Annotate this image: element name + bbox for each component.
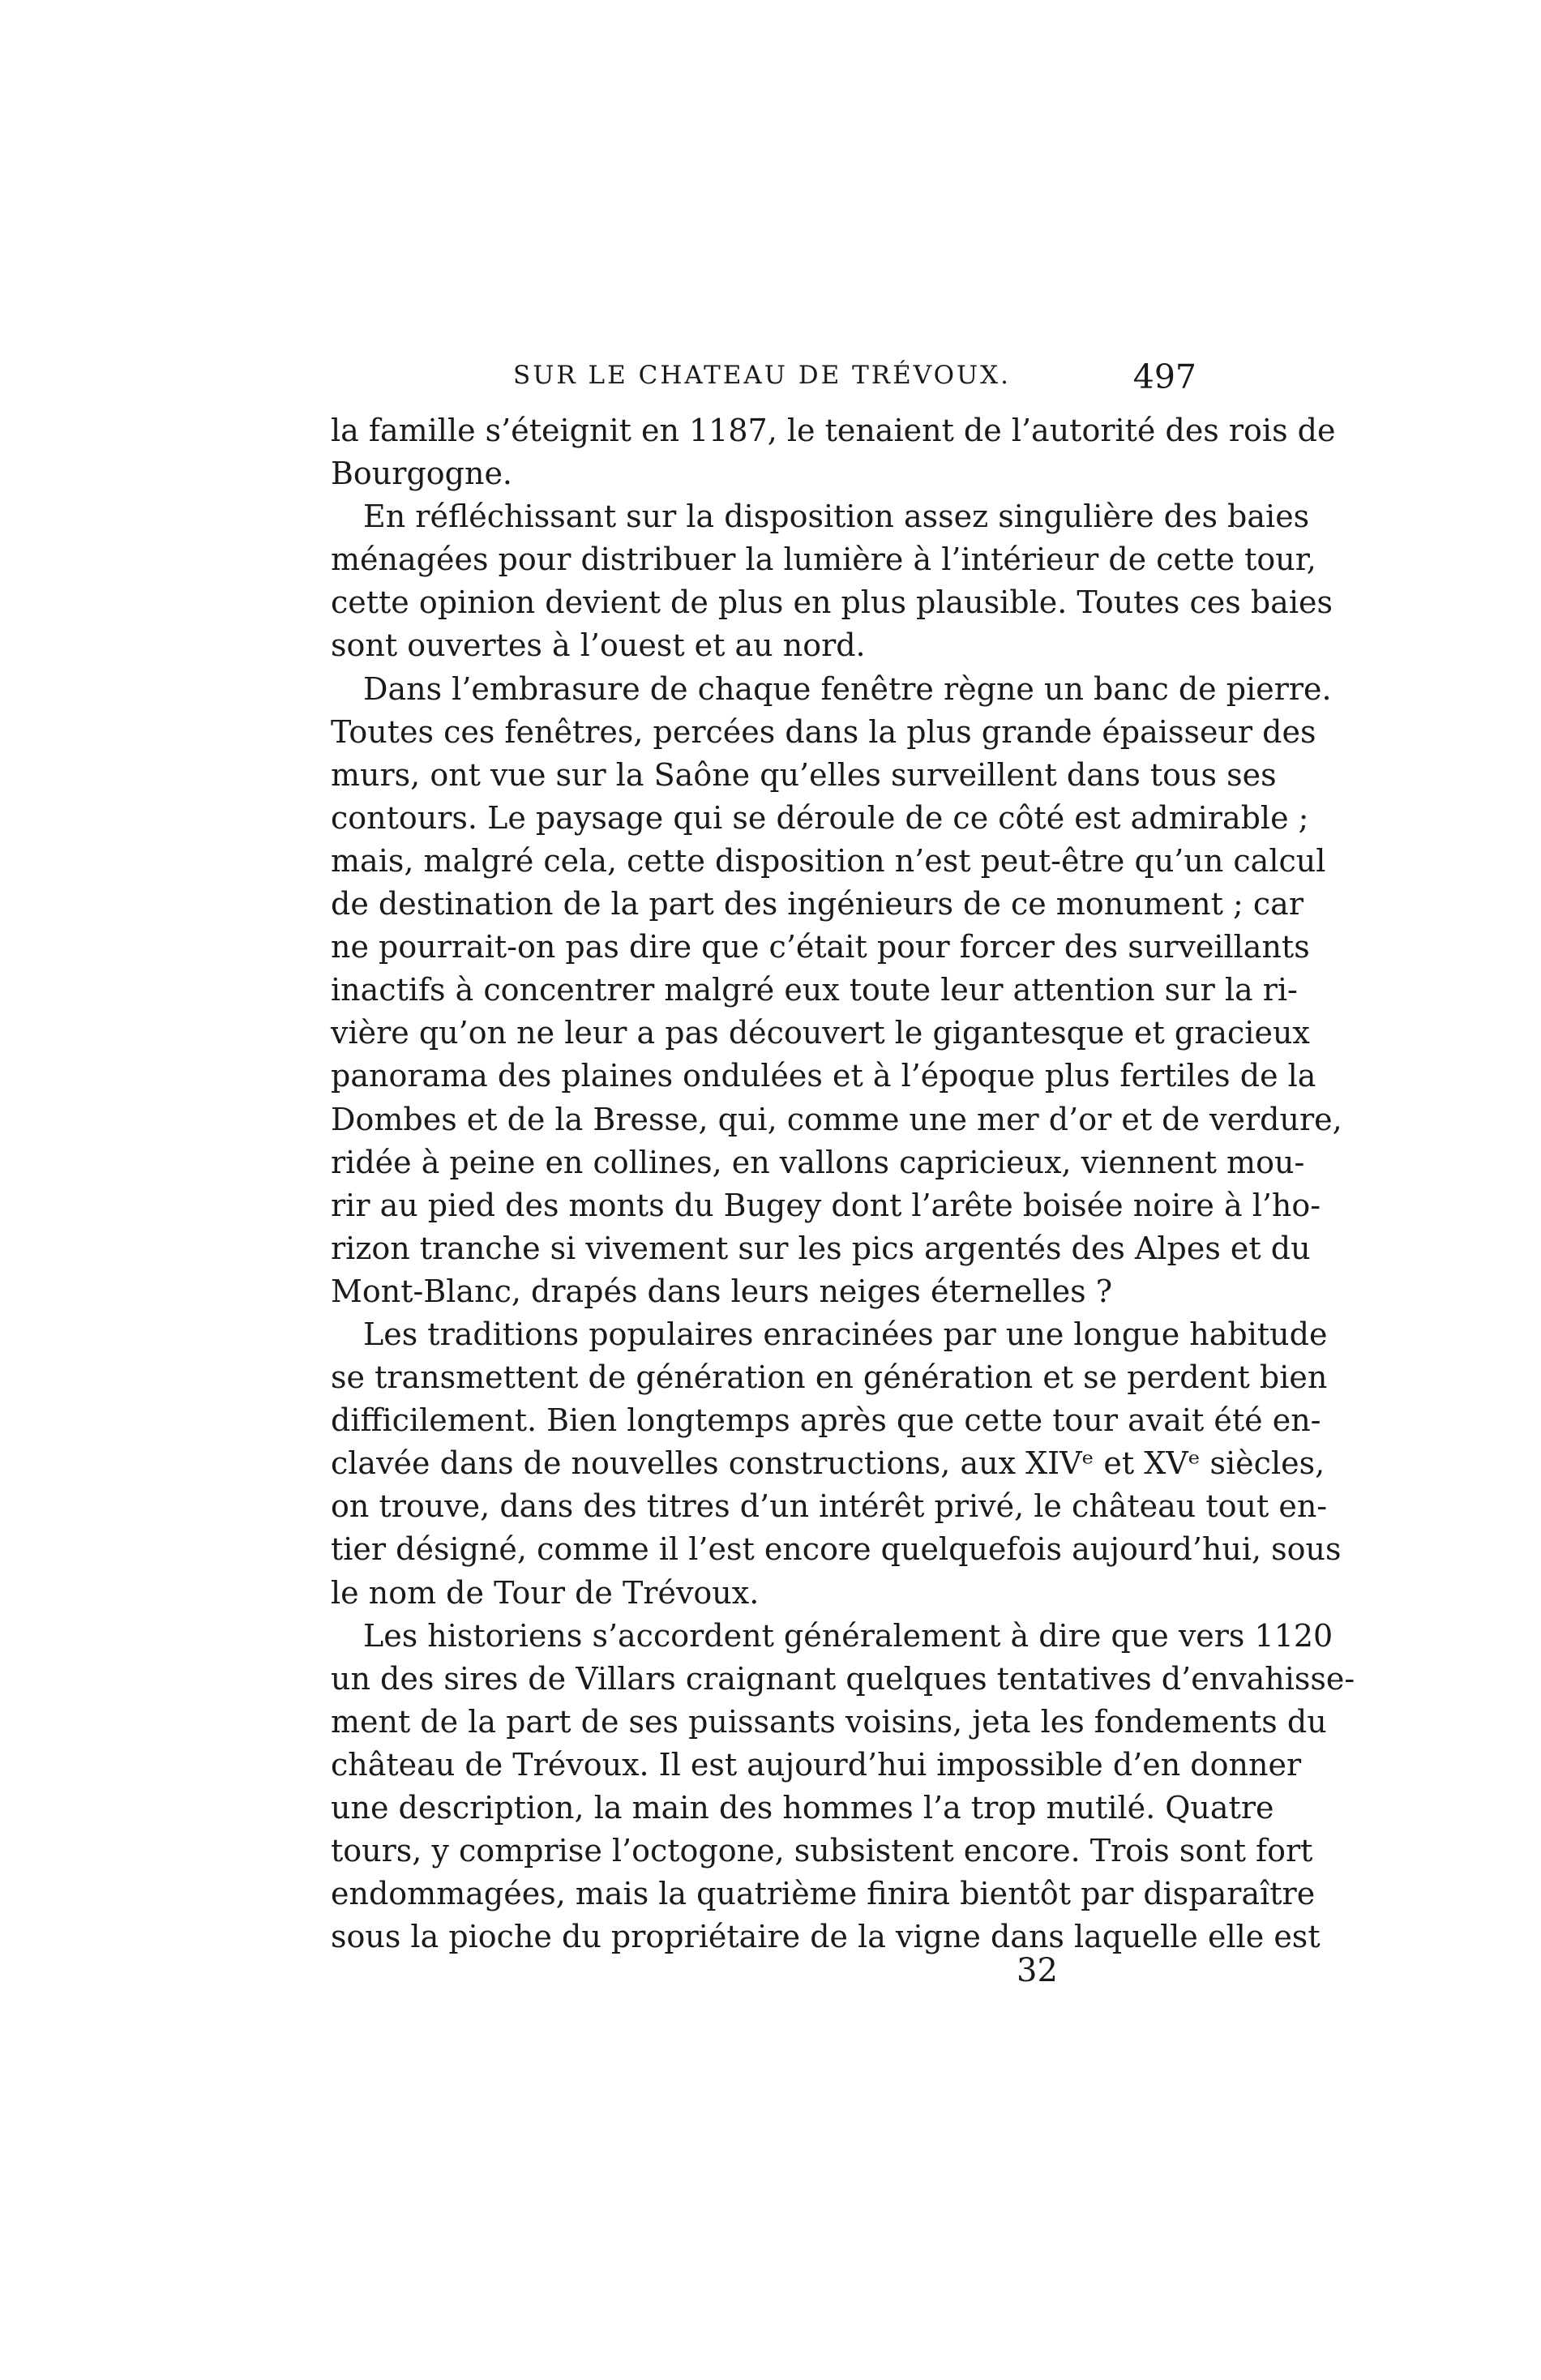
running-title: SUR LE CHATEAU DE TRÉVOUX. bbox=[513, 361, 1012, 390]
text-line: ne pourrait-on pas dire que c’était pour forcer des surveillants bbox=[331, 929, 1310, 965]
text-line: rizon tranche si vivement sur les pics argentés des Alpes et du bbox=[331, 1230, 1311, 1266]
text-line: Mont-Blanc, drapés dans leurs neiges éternelles ? bbox=[331, 1273, 1113, 1309]
text-line: sont ouvertes à l’ouest et au nord. bbox=[331, 627, 866, 664]
text-line: Les traditions populaires enracinées par une longue habitude bbox=[363, 1316, 1328, 1352]
text-line: ment de la part de ses puissants voisins, jeta les fondements du bbox=[331, 1703, 1327, 1740]
text-line: Dombes et de la Bresse, qui, comme une mer d’or et de verdure, bbox=[331, 1101, 1342, 1137]
page-number: 497 bbox=[1132, 357, 1196, 396]
text-line: château de Trévoux. Il est aujourd’hui impossible d’en donner bbox=[331, 1746, 1302, 1783]
text-line: vière qu’on ne leur a pas découvert le gigantesque et gracieux bbox=[331, 1015, 1310, 1051]
text-line: panorama des plaines ondulées et à l’époque plus fertiles de la bbox=[331, 1058, 1316, 1094]
text-line: rir au pied des monts du Bugey dont l’arête boisée noire à l’ho- bbox=[331, 1187, 1321, 1223]
body-text bbox=[331, 409, 1355, 1958]
text-line: clavée dans de nouvelles constructions, aux XIVᵉ et XVᵉ siècles, bbox=[331, 1445, 1325, 1482]
text-line: mais, malgré cela, cette disposition n’est peut-être qu’un calcul bbox=[331, 842, 1326, 879]
text-line: inactifs à concentrer malgré eux toute leur attention sur la ri- bbox=[331, 972, 1298, 1008]
text-line: on trouve, dans des titres d’un intérêt privé, le château tout en- bbox=[331, 1488, 1328, 1525]
text-line: Dans l’embrasure de chaque fenêtre règne un banc de pierre. bbox=[363, 670, 1332, 707]
text-line: ridée à peine en collines, en vallons capricieux, viennent mou- bbox=[331, 1144, 1305, 1180]
text-line: le nom de Tour de Trévoux. bbox=[331, 1574, 760, 1611]
text-line: une description, la main des hommes l’a trop mutilé. Quatre bbox=[331, 1790, 1274, 1826]
text-line: Bourgogne. bbox=[331, 456, 513, 492]
text-line: se transmettent de génération en génération et se perdent bien bbox=[331, 1359, 1328, 1396]
running-head bbox=[331, 357, 1196, 401]
text-line: tours, y comprise l’octogone, subsistent encore. Trois sont fort bbox=[331, 1833, 1313, 1869]
text-line: difficilement. Bien longtemps après que cette tour avait été en- bbox=[331, 1402, 1321, 1439]
text-line: la famille s’éteignit en 1187, le tenaient de l’autorité des rois de bbox=[331, 413, 1336, 448]
text-line: endommagées, mais la quatrième finira bientôt par disparaître bbox=[331, 1876, 1316, 1912]
text-line: sous la pioche du propriétaire de la vigne dans laquelle elle est bbox=[331, 1919, 1321, 1955]
text-line: ménagées pour distribuer la lumière à l’intérieur de cette tour, bbox=[331, 541, 1316, 578]
text-line: Toutes ces fenêtres, percées dans la plus grande épaisseur des bbox=[331, 713, 1316, 750]
text-line: murs, ont vue sur la Saône qu’elles surveillent dans tous ses bbox=[331, 756, 1277, 793]
signature-mark: 32 bbox=[1017, 1952, 1058, 1989]
text-line: un des sires de Villars craignant quelques tentatives d’envahisse- bbox=[331, 1660, 1355, 1697]
text-line: de destination de la part des ingénieurs de ce monument ; car bbox=[331, 886, 1303, 922]
text-line: contours. Le paysage qui se déroule de ce côté est admirable ; bbox=[331, 799, 1309, 836]
text-line: tier désigné, comme il l’est encore quelquefois aujourd’hui, sous bbox=[331, 1531, 1342, 1568]
text-line: Les historiens s’accordent généralement à dire que vers 1120 bbox=[363, 1617, 1333, 1654]
text-line: En réfléchissant sur la disposition assez singulière des baies bbox=[363, 499, 1310, 535]
text-line: cette opinion devient de plus en plus plausible. Toutes ces baies bbox=[331, 584, 1333, 621]
